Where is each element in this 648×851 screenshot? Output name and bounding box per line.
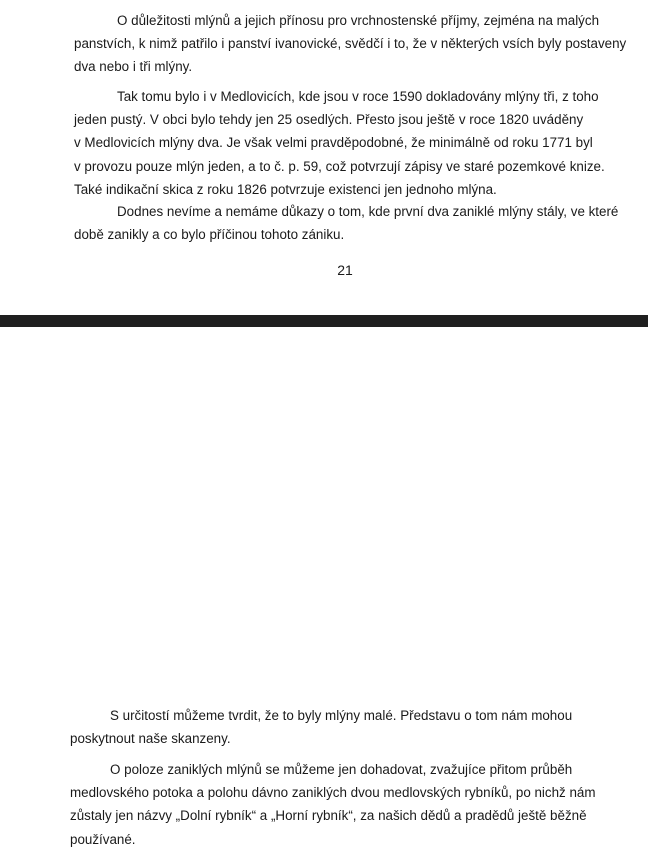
- document-page-21: [0, 0, 648, 315]
- text-line: poskytnout naše skanzeny.: [70, 731, 231, 747]
- text-line: Tak tomu bylo i v Medlovicích, kde jsou v roce 1590 dokladovány mlýny tři, z toho: [117, 89, 599, 104]
- text-line: S určitostí můžeme tvrdit, že to byly mlýny malé. Představu o tom nám mohou: [110, 708, 573, 723]
- text-line: dva nebo i tři mlýny.: [74, 59, 193, 75]
- text-line: Dodnes nevíme a nemáme důkazy o tom, kde první dva zaniklé mlýny stály, ve které: [117, 204, 619, 219]
- paragraph-unknown-location: [74, 200, 634, 246]
- paragraph-small-mills: [70, 704, 630, 750]
- text-line: používané.: [70, 831, 136, 847]
- paragraph-mill-importance: [74, 9, 634, 79]
- paragraph-mill-location: [70, 758, 630, 851]
- page-break-divider: [0, 315, 648, 327]
- text-line: medlovského potoka a polohu dávno zaniklých dvou medlovských rybníků, po nichž nám: [70, 785, 596, 801]
- text-line: panstvích, k nimž patřilo i panství ivanovické, svědčí i to, že v některých vsích byly postaveny: [74, 36, 627, 52]
- text-line: v Medlovicích mlýny dva. Je však velmi pravděpodobné, že minimálně od roku 1771 byl: [74, 135, 593, 151]
- text-line: době zanikly a co bylo příčinou tohoto zániku.: [74, 227, 345, 243]
- text-line: O poloze zaniklých mlýnů se můžeme jen dohadovat, zvažujíce přitom průběh: [110, 762, 573, 777]
- paragraph-medlovice-mills: [74, 85, 634, 201]
- text-line: jeden pustý. V obci bylo tehdy jen 25 osedlých. Přesto jsou ještě v roce 1820 uváděny: [74, 112, 584, 128]
- text-line: zůstaly jen názvy „Dolní rybník“ a „Horní rybník“, za našich dědů a pradědů ještě běžně: [70, 808, 587, 824]
- text-line: O důležitosti mlýnů a jejich přínosu pro vrchnostenské příjmy, zejména na malých: [117, 13, 600, 28]
- text-line: Také indikační skica z roku 1826 potvrzuje existenci jen jednoho mlýna.: [74, 181, 497, 197]
- document-page-22: [0, 327, 648, 847]
- page-number: 21: [337, 262, 353, 278]
- text-line: v provozu pouze mlýn jeden, a to č. p. 59, což potvrzují zápisy ve staré pozemkové knize.: [74, 158, 605, 174]
